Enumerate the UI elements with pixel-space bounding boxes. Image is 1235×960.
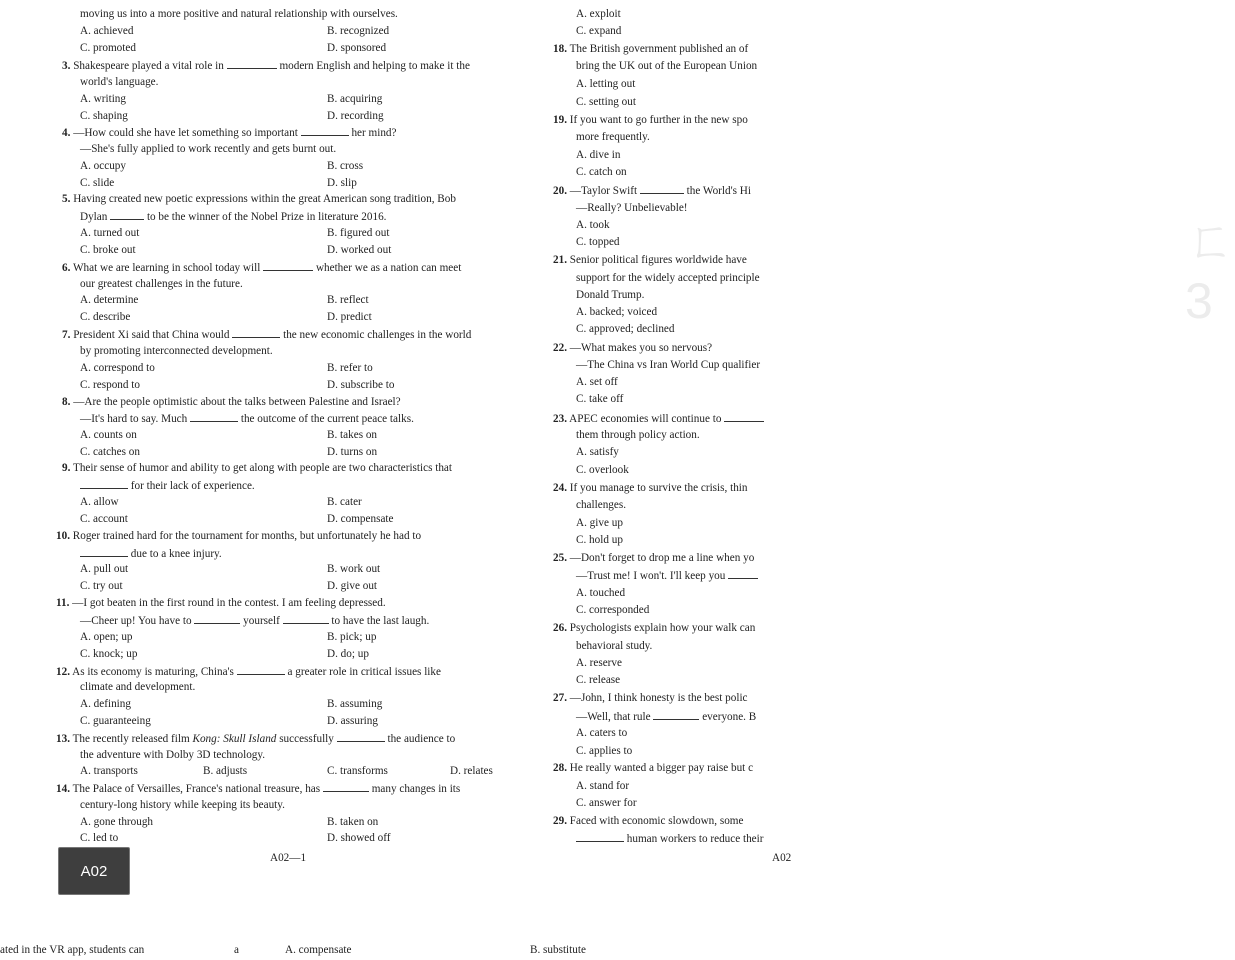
- answer-blank: [283, 613, 329, 624]
- q13-text-pre: The recently released film: [72, 733, 190, 745]
- q28-option-c: C. answer for: [576, 797, 637, 809]
- q7-option-d: D. subscribe to: [327, 379, 395, 391]
- q7-text-pre: President Xi said that China would: [73, 329, 230, 341]
- page-code-badge: A02: [58, 847, 130, 895]
- q26-stem-line2: behavioral study.: [576, 640, 653, 652]
- q9-option-a: A. allow: [80, 496, 119, 508]
- q8-stem-line2: [80, 411, 414, 426]
- question-number: 27.: [553, 692, 567, 704]
- q3-option-d: D. recording: [327, 110, 384, 122]
- q6-stem-line2: our greatest challenges in the future.: [80, 278, 243, 290]
- q20-option-c: C. topped: [576, 236, 620, 248]
- q29-text-post: human workers to reduce their: [626, 833, 764, 845]
- q12-stem: [56, 664, 441, 679]
- q13-text-mid: successfully: [279, 733, 334, 745]
- q7-text-post: the new economic challenges in the world: [283, 329, 472, 341]
- q10-option-a: A. pull out: [80, 563, 129, 575]
- q12-stem-line2: climate and development.: [80, 681, 196, 693]
- q14-option-d: D. showed off: [327, 832, 391, 844]
- q20-text-pre: —Taylor Swift: [569, 185, 638, 197]
- q6-text-post: whether we as a nation can meet: [315, 262, 462, 274]
- q11-option-d: D. do; up: [327, 648, 369, 660]
- q22-text-line1: —What makes you so nervous?: [569, 342, 713, 354]
- question-number: 10.: [56, 530, 70, 542]
- q6-text-pre: What we are learning in school today will: [73, 262, 261, 274]
- q28-option-a: A. stand for: [576, 780, 630, 792]
- q4-option-d: D. slip: [327, 177, 357, 189]
- q9-text-line1: Their sense of humor and ability to get along with people are two characteristics that: [73, 462, 453, 474]
- q5-text-pre: Dylan: [80, 211, 108, 223]
- q12-text-pre: As its economy is maturing, China's: [72, 666, 234, 678]
- q26-text-line1: Psychologists explain how your walk can: [569, 622, 756, 634]
- q14-stem: [56, 781, 460, 796]
- q27-text-pre: —Well, that rule: [576, 711, 651, 723]
- q3-stem-line2: world's language.: [80, 76, 159, 88]
- q10-stem-line2: [80, 546, 222, 561]
- next-page-option-a: A. compensate: [285, 944, 352, 956]
- q20-option-a: A. took: [576, 219, 610, 231]
- q20-text-post: the World's Hi: [686, 185, 751, 197]
- next-page-option-b: B. substitute: [530, 944, 586, 956]
- q17-option-a: A. exploit: [576, 8, 621, 20]
- q18-stem: [553, 42, 748, 56]
- q5-option-b: B. figured out: [327, 227, 390, 239]
- question-number: 8.: [62, 396, 71, 408]
- q19-text-line1: If you want to go further in the new spo: [569, 114, 748, 126]
- q22-stem: [553, 341, 712, 355]
- q5-option-a: A. turned out: [80, 227, 140, 239]
- q2-stem-cont: moving us into a more positive and natural relationship with ourselves.: [80, 8, 398, 20]
- q11-option-a: A. open; up: [80, 631, 133, 643]
- q21-stem-line3: Donald Trump.: [576, 289, 645, 301]
- q3-stem: [62, 58, 470, 73]
- q21-text-line1: Senior political figures worldwide have: [569, 254, 747, 266]
- q17-option-c: C. expand: [576, 25, 622, 37]
- q4-option-c: C. slide: [80, 177, 115, 189]
- q11-text-post: to have the last laugh.: [331, 615, 430, 627]
- left-column: [0, 0, 545, 860]
- q21-stem-line2: support for the widely accepted principle: [576, 272, 760, 284]
- q4-text-post: her mind?: [351, 127, 397, 139]
- q19-option-c: C. catch on: [576, 166, 627, 178]
- q3-text-post: modern English and helping to make it the: [279, 60, 470, 72]
- question-number: 19.: [553, 114, 567, 126]
- q13-stem-line2: the adventure with Dolby 3D technology.: [80, 749, 266, 761]
- q24-text-line1: If you manage to survive the crisis, thin: [569, 482, 748, 494]
- q28-stem: [553, 761, 753, 775]
- question-number: 6.: [62, 262, 71, 274]
- q23-text-line1: APEC economies will continue to: [569, 413, 722, 425]
- question-number: 26.: [553, 622, 567, 634]
- question-number: 5.: [62, 193, 71, 205]
- answer-blank: [323, 781, 369, 792]
- right-column: [545, 0, 1235, 860]
- page-number-right: A02: [772, 852, 792, 864]
- q13-option-b: B. adjusts: [203, 765, 248, 777]
- q5-stem: [62, 192, 456, 206]
- q10-option-b: B. work out: [327, 563, 381, 575]
- q5-stem-line2: [80, 209, 386, 224]
- q2-option-a: A. achieved: [80, 25, 134, 37]
- answer-blank: [194, 613, 240, 624]
- question-number: 29.: [553, 815, 567, 827]
- question-number: 23.: [553, 413, 567, 425]
- answer-blank: [190, 411, 238, 422]
- q8-option-b: B. takes on: [327, 429, 378, 441]
- q26-stem: [553, 621, 755, 635]
- next-page-text: ated in the VR app, students can: [0, 944, 145, 956]
- answer-blank: [301, 125, 349, 136]
- q25-option-c: C. corresponded: [576, 604, 650, 616]
- q7-stem: [62, 327, 471, 342]
- q13-option-a: A. transports: [80, 765, 138, 777]
- q4-option-b: B. cross: [327, 160, 364, 172]
- q11-option-b: B. pick; up: [327, 631, 377, 643]
- question-number: 7.: [62, 329, 71, 341]
- q14-text-post: many changes in its: [371, 783, 461, 795]
- answer-blank: [237, 664, 285, 675]
- q23-option-a: A. satisfy: [576, 446, 619, 458]
- next-page-strip: [0, 940, 790, 960]
- q13-option-c: C. transforms: [327, 765, 388, 777]
- answer-blank: [724, 411, 764, 422]
- answer-blank: [337, 731, 385, 742]
- q23-stem: [553, 411, 764, 426]
- q14-text-pre: The Palace of Versailles, France's national treasure, has: [72, 783, 321, 795]
- answer-blank: [232, 327, 280, 338]
- q25-stem: [553, 551, 754, 565]
- q2-option-d: D. sponsored: [327, 42, 387, 54]
- q19-stem: [553, 113, 748, 127]
- q8-text-post: the outcome of the current peace talks.: [240, 413, 414, 425]
- question-number: 11.: [56, 597, 70, 609]
- question-number: 9.: [62, 462, 71, 474]
- q25-text-line2: —Trust me! I won't. I'll keep you: [576, 570, 726, 582]
- answer-blank: [640, 183, 684, 194]
- answer-blank: [227, 58, 277, 69]
- q3-option-c: C. shaping: [80, 110, 128, 122]
- q21-stem: [553, 253, 747, 267]
- q6-stem: [62, 260, 461, 275]
- next-page-text-letter: a: [234, 944, 239, 956]
- q9-option-c: C. account: [80, 513, 128, 525]
- answer-blank: [80, 546, 128, 557]
- q24-stem: [553, 481, 748, 495]
- q21-option-a: A. backed; voiced: [576, 306, 658, 318]
- q7-option-a: A. correspond to: [80, 362, 155, 374]
- q7-stem-line2: by promoting interconnected development.: [80, 345, 273, 357]
- q7-option-b: B. refer to: [327, 362, 373, 374]
- q6-option-c: C. describe: [80, 311, 131, 323]
- q11-text-mid: yourself: [243, 615, 280, 627]
- question-number: 20.: [553, 185, 567, 197]
- question-number: 25.: [553, 552, 567, 564]
- q11-stem-line2: [80, 613, 429, 628]
- q8-option-d: D. turns on: [327, 446, 378, 458]
- question-number: 14.: [56, 783, 70, 795]
- question-number: 13.: [56, 733, 70, 745]
- q25-option-a: A. touched: [576, 587, 626, 599]
- q9-stem: [62, 461, 452, 475]
- q4-option-a: A. occupy: [80, 160, 126, 172]
- q9-stem-line2: [80, 478, 255, 493]
- q8-text-pre: —It's hard to say. Much: [80, 413, 188, 425]
- q27-text-line1: —John, I think honesty is the best polic: [569, 692, 748, 704]
- q18-option-a: A. letting out: [576, 78, 636, 90]
- q19-stem-line2: more frequently.: [576, 131, 650, 143]
- q18-text-line1: The British government published an of: [569, 43, 749, 55]
- q25-stem-line2: [576, 568, 758, 583]
- q14-option-a: A. gone through: [80, 816, 154, 828]
- q25-text-line1: —Don't forget to drop me a line when yo: [569, 552, 755, 564]
- question-number: 3.: [62, 60, 71, 72]
- question-number: 21.: [553, 254, 567, 266]
- q3-text-pre: Shakespeare played a vital role in: [73, 60, 224, 72]
- q8-text-line1: —Are the people optimistic about the talks between Palestine and Israel?: [73, 396, 401, 408]
- q8-option-c: C. catches on: [80, 446, 140, 458]
- q19-option-a: A. dive in: [576, 149, 621, 161]
- q28-text-line1: He really wanted a bigger pay raise but c: [569, 762, 754, 774]
- q14-option-c: C. led to: [80, 832, 119, 844]
- q11-option-c: C. knock; up: [80, 648, 138, 660]
- q11-text-pre: —Cheer up! You have to: [80, 615, 192, 627]
- question-number: 4.: [62, 127, 71, 139]
- q3-option-a: A. writing: [80, 93, 126, 105]
- q9-option-d: D. compensate: [327, 513, 394, 525]
- page-number: A02—1: [270, 852, 307, 864]
- q18-option-c: C. setting out: [576, 96, 636, 108]
- q10-stem: [56, 529, 421, 543]
- q11-text-line1: —I got beaten in the first round in the contest. I am feeling depressed.: [72, 597, 386, 609]
- q12-option-a: A. defining: [80, 698, 131, 710]
- q13-text-post: the audience to: [387, 733, 456, 745]
- q10-option-d: D. give out: [327, 580, 378, 592]
- q6-option-b: B. reflect: [327, 294, 369, 306]
- q11-stem: [56, 596, 386, 610]
- q27-stem-line2: [576, 709, 756, 724]
- q6-option-d: D. predict: [327, 311, 372, 323]
- q2-option-b: B. recognized: [327, 25, 390, 37]
- answer-blank: [263, 260, 313, 271]
- answer-blank: [728, 568, 758, 579]
- q10-text-post: due to a knee injury.: [130, 548, 222, 560]
- q23-stem-line2: them through policy action.: [576, 429, 700, 441]
- q12-option-d: D. assuring: [327, 715, 378, 727]
- q5-option-d: D. worked out: [327, 244, 392, 256]
- q3-option-b: B. acquiring: [327, 93, 383, 105]
- question-number: 18.: [553, 43, 567, 55]
- q9-option-b: B. cater: [327, 496, 362, 508]
- q4-stem-line2: —She's fully applied to work recently and gets burnt out.: [80, 143, 337, 155]
- answer-blank: [653, 709, 699, 720]
- question-number: 22.: [553, 342, 567, 354]
- q27-stem: [553, 691, 748, 705]
- q29-stem: [553, 814, 743, 828]
- answer-blank: [110, 209, 144, 220]
- q6-option-a: A. determine: [80, 294, 139, 306]
- q22-stem-line2: —The China vs Iran World Cup qualifier: [576, 359, 761, 371]
- q26-option-a: A. reserve: [576, 657, 622, 669]
- q13-film-title: Kong: Skull Island: [192, 733, 277, 745]
- q5-option-c: C. broke out: [80, 244, 136, 256]
- q24-stem-line2: challenges.: [576, 499, 627, 511]
- q5-text-line1: Having created new poetic expressions within the great American song tradition, Bob: [73, 193, 456, 205]
- q24-option-c: C. hold up: [576, 534, 623, 546]
- q22-option-c: C. take off: [576, 393, 624, 405]
- q20-stem: [553, 183, 751, 198]
- q21-option-c: C. approved; declined: [576, 323, 675, 335]
- q8-option-a: A. counts on: [80, 429, 137, 441]
- q5-text-post: to be the winner of the Nobel Prize in literature 2016.: [146, 211, 387, 223]
- q4-text-pre: —How could she have let something so important: [73, 127, 298, 139]
- q27-text-post: everyone. B: [702, 711, 757, 723]
- q12-option-c: C. guaranteeing: [80, 715, 151, 727]
- q14-option-b: B. taken on: [327, 816, 379, 828]
- q13-option-d: D. relates: [450, 765, 493, 777]
- q12-option-b: B. assuming: [327, 698, 383, 710]
- q10-text-line1: Roger trained hard for the tournament for months, but unfortunately he had to: [72, 530, 422, 542]
- question-number: 28.: [553, 762, 567, 774]
- q26-option-c: C. release: [576, 674, 621, 686]
- q8-stem: [62, 395, 401, 409]
- q9-text-post: for their lack of experience.: [130, 480, 255, 492]
- question-number: 12.: [56, 666, 70, 678]
- q4-stem: [62, 125, 396, 140]
- q22-option-a: A. set off: [576, 376, 618, 388]
- q10-option-c: C. try out: [80, 580, 123, 592]
- q12-text-post: a greater role in critical issues like: [287, 666, 441, 678]
- answer-blank: [80, 478, 128, 489]
- q29-text-line1: Faced with economic slowdown, some: [569, 815, 744, 827]
- q13-stem: [56, 731, 455, 746]
- watermark-logo: ㄈ3: [1185, 212, 1235, 329]
- question-number: 24.: [553, 482, 567, 494]
- q20-stem-line2: —Really? Unbelievable!: [576, 202, 688, 214]
- q18-stem-line2: bring the UK out of the European Union: [576, 60, 758, 72]
- q7-option-c: C. respond to: [80, 379, 140, 391]
- q23-option-c: C. overlook: [576, 464, 629, 476]
- q14-stem-line2: century-long history while keeping its beauty.: [80, 799, 285, 811]
- q24-option-a: A. give up: [576, 517, 623, 529]
- q27-option-c: C. applies to: [576, 745, 633, 757]
- q27-option-a: A. caters to: [576, 727, 628, 739]
- q2-option-c: C. promoted: [80, 42, 136, 54]
